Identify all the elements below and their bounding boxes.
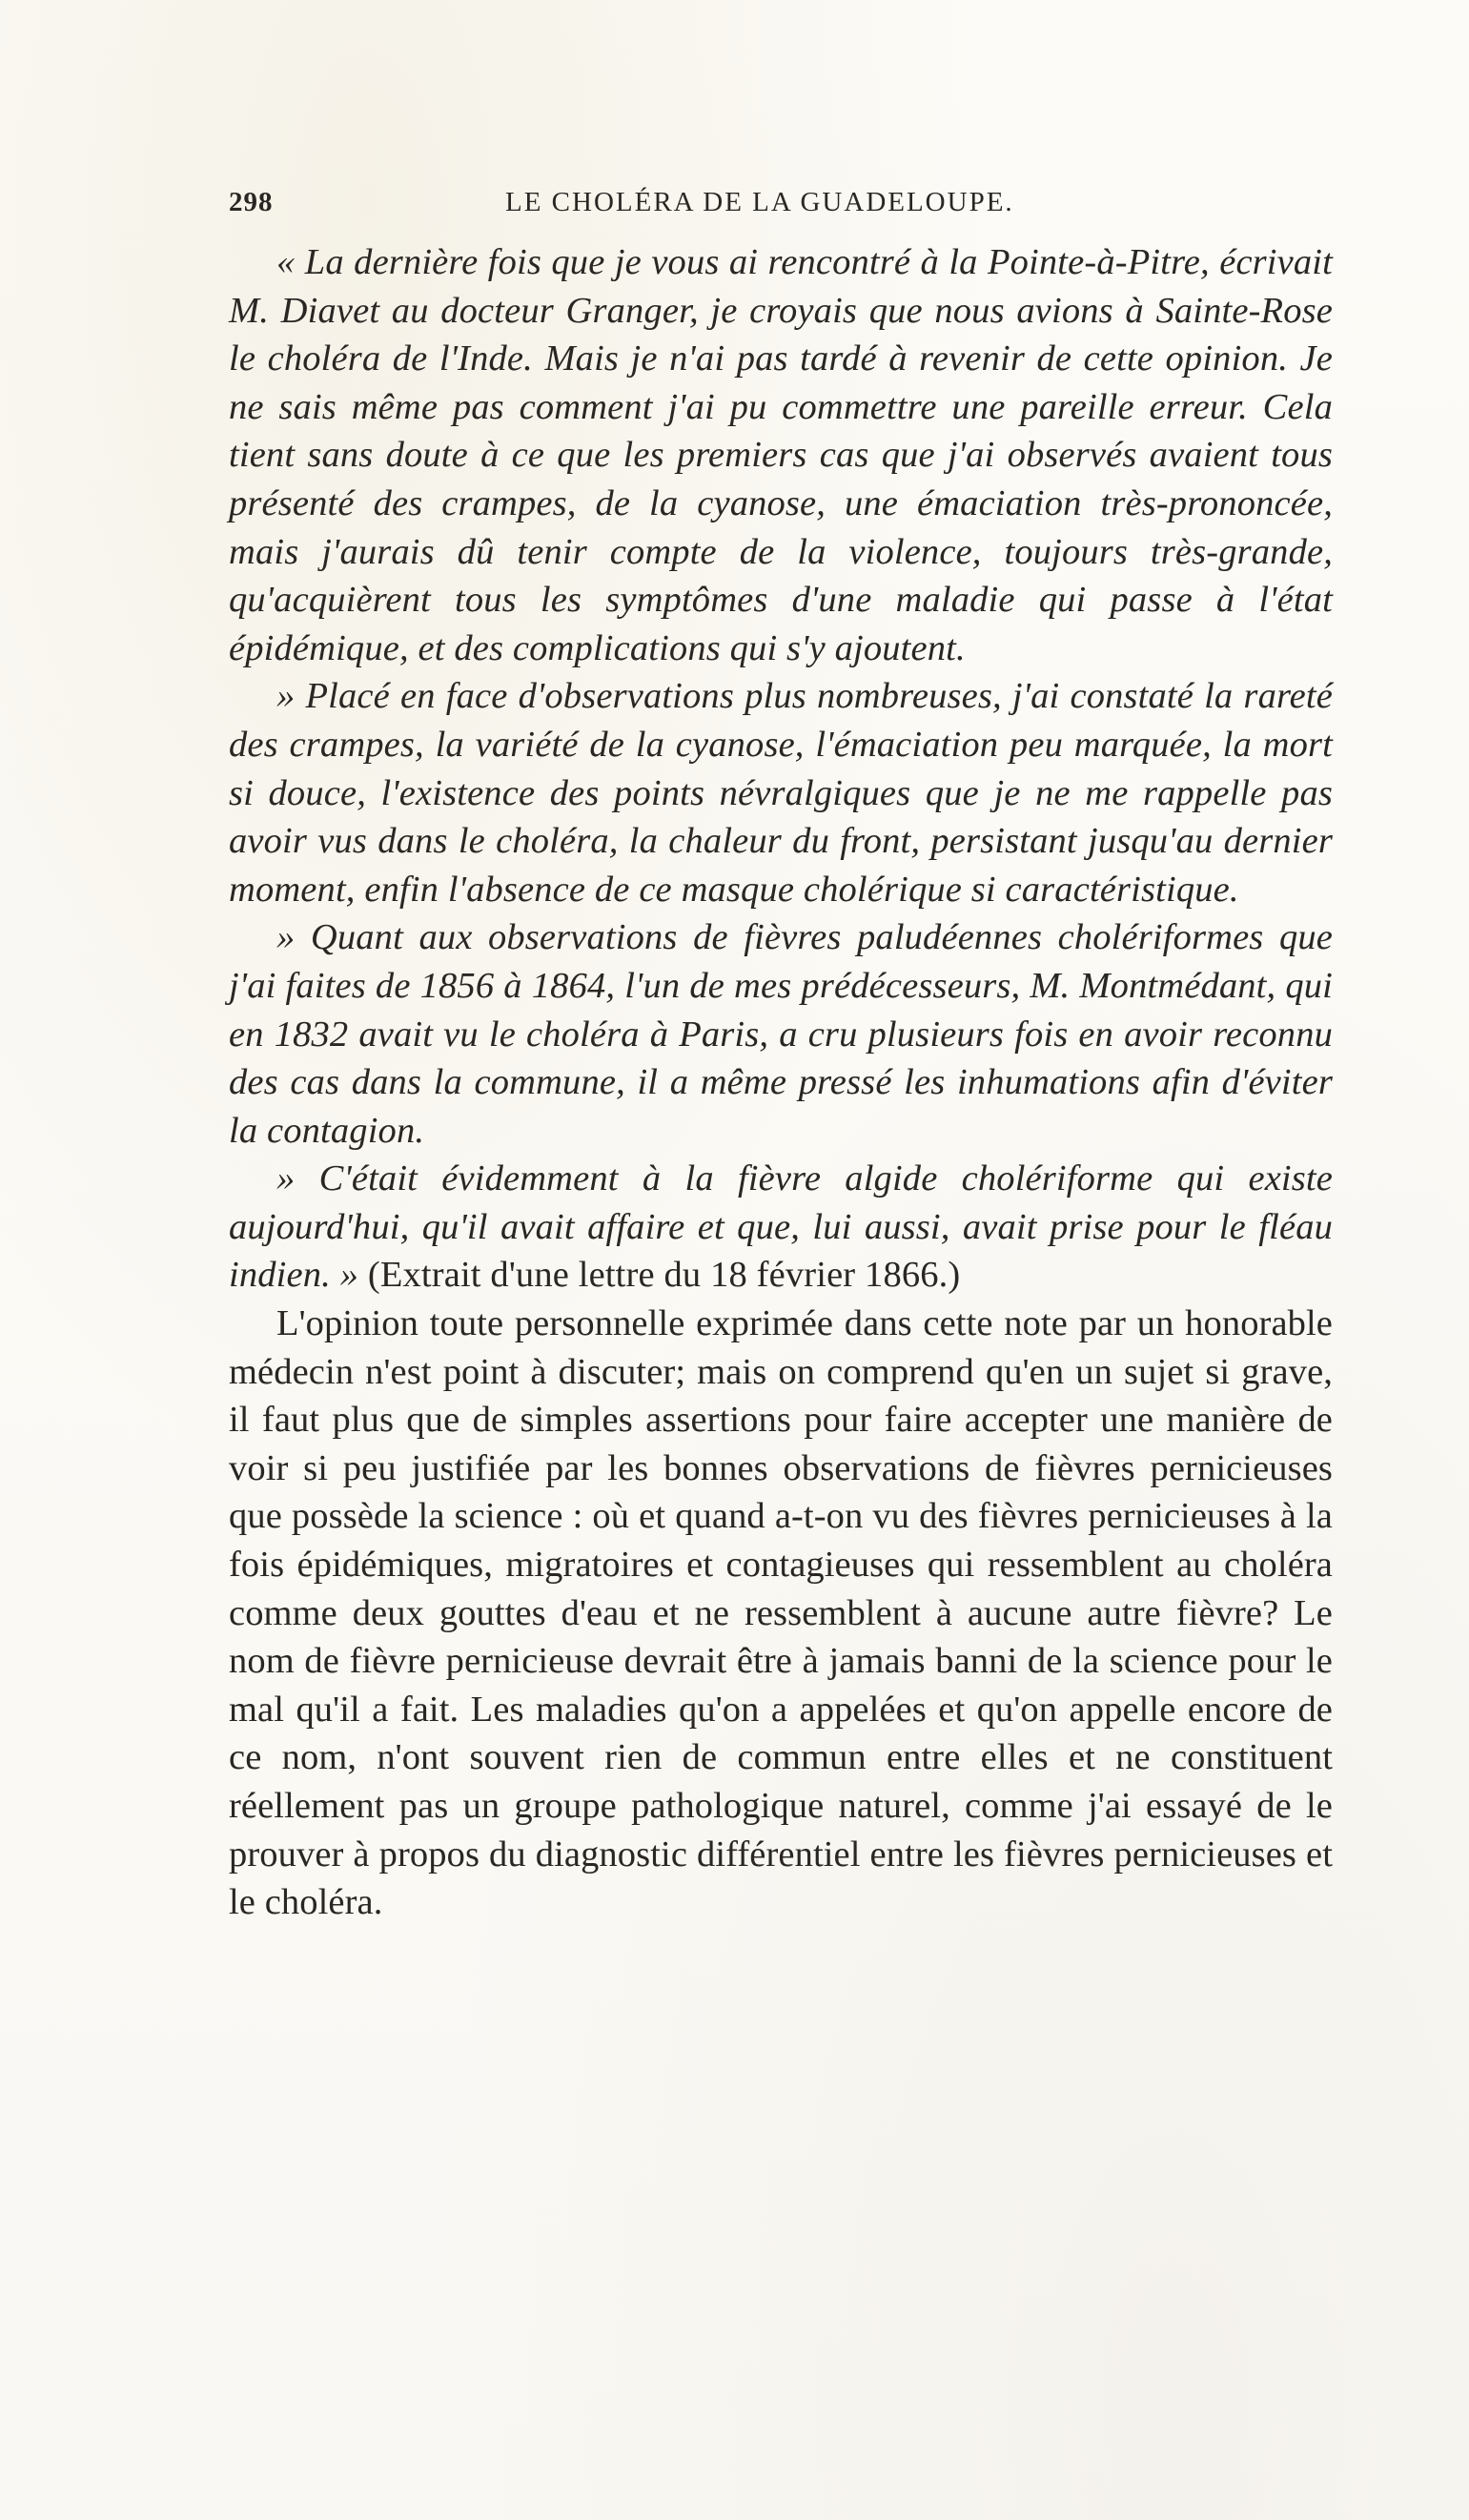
page-header	[229, 187, 1306, 225]
quote-paragraph-4-text: » C'était évidemment à la fièvre algide cholériforme qui existe aujourd'hui, qu'il avait affaire et que, lui aussi, avait prise pour le fléau indien. »	[229, 1158, 1333, 1296]
quote-paragraph-1: « La dernière fois que je vous ai rencontré à la Pointe-à-Pitre, écrivait M. Diavet au docteur Granger, je croyais que nous avions à Sainte-Rose le choléra de l'Inde. Mais je n'ai pas tardé à revenir de cette opinion. Je ne sais même pas comment j'ai pu commettre une pareille erreur. Cela tient sans doute à ce que les premiers cas que j'ai observés avaient tous présenté des crampes, de la cyanose, une émaciation très-prononcée, mais j'aurais dû tenir compte de la violence, toujours très-grande, qu'acquièrent tous les symptômes d'une maladie qui passe à l'état épidémique, et des complications qui s'y ajoutent.	[229, 242, 1333, 668]
quote-paragraph-4	[229, 1155, 1333, 1300]
source-citation: (Extrait d'une lettre du 18 février 1866.)	[358, 1255, 961, 1296]
quote-paragraph-3: » Quant aux observations de fièvres paludéennes cholériformes que j'ai faites de 1856 à 1864, l'un de mes prédécesseurs, M. Montmédant, qui en 1832 avait vu le choléra à Paris, a cru plusieurs fois en avoir reconnu des cas dans la commune, il a même pressé les inhumations afin d'éviter la contagion.	[229, 917, 1333, 1151]
page-number: 298	[229, 187, 274, 217]
main-text	[229, 238, 1333, 1927]
running-title: LE CHOLÉRA DE LA GUADELOUPE.	[505, 187, 1014, 217]
body-paragraph: L'opinion toute personnelle exprimée dans cette note par un honorable médecin n'est point à discuter; mais on comprend qu'en un sujet si grave, il faut plus que de simples assertions pour faire accepter une manière de voir si peu justifiée par les bonnes observations de fièvres pernicieuses que possède la science : où et quand a-t-on vu des fièvres pernicieuses à la fois épidémiques, migratoires et contagieuses qui ressemblent au choléra comme deux gouttes d'eau et ne ressemblent à aucune autre fièvre? Le nom de fièvre pernicieuse devrait être à jamais banni de la science pour le mal qu'il a fait. Les maladies qu'on a appelées et qu'on appelle encore de ce nom, n'ont souvent rien de commun entre elles et ne constituent réellement pas un groupe pathologique naturel, comme j'ai essayé de le prouver à propos du diagnostic différentiel entre les fièvres pernicieuses et le choléra.	[229, 1303, 1333, 1923]
quote-paragraph-2: » Placé en face d'observations plus nombreuses, j'ai constaté la rareté des crampes, la variété de la cyanose, l'émaciation peu marquée, la mort si douce, l'existence des points névralgiques que je ne me rappelle pas avoir vus dans le choléra, la chaleur du front, persistant jusqu'au dernier moment, enfin l'absence de ce masque cholérique si caractéristique.	[229, 676, 1333, 910]
